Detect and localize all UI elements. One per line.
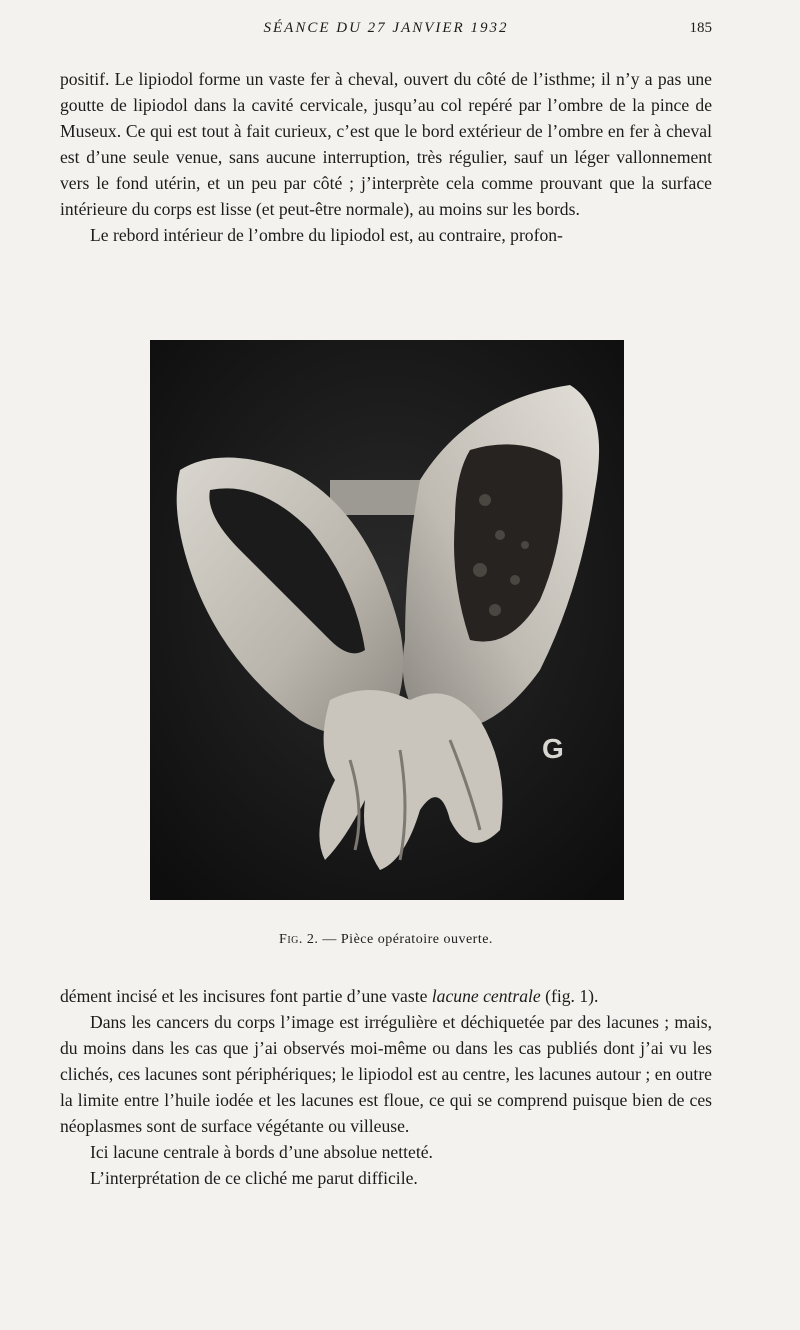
running-head: SÉANCE DU 27 JANVIER 1932 <box>263 20 509 36</box>
figure-caption <box>60 932 712 948</box>
paragraph: L’interprétation de ce cliché me parut difficile. <box>90 1168 418 1188</box>
caption-text: — Pièce opératoire ouverte. <box>322 932 493 947</box>
paragraph: Le rebord intérieur de l’ombre du lipiodol est, au contraire, profon- <box>90 225 563 245</box>
specimen-photo-illustration <box>150 340 624 900</box>
paragraph-continued <box>60 983 712 1009</box>
paragraph: Dans les cancers du corps l’image est irrégulière et déchiquetée par des lacunes ; mais, du moins dans les cas que j’ai observés moi-même ou dans les cas publiés dont j’ai vu les clichés, ces lacunes sont périphériques; le lipiodol est au centre, les lacunes autour ; en outre la limite entre l’huile iodée et les lacunes est floue, ce qui se comprend puisque bien de ces néoplasmes sont de surface végétante ou villeuse. <box>60 1012 712 1136</box>
page-header <box>60 20 712 44</box>
paragraph: Ici lacune centrale à bords d’une absolue netteté. <box>90 1142 433 1162</box>
page-number: 185 <box>689 20 712 36</box>
top-text-block <box>60 66 712 248</box>
paragraph-start: dément incisé et les incisures font partie d’une vaste <box>60 986 432 1006</box>
paragraph-end: (fig. 1). <box>540 986 599 1006</box>
italic-term: lacune centrale <box>431 986 541 1006</box>
bottom-text-block <box>60 983 712 1191</box>
paragraph: positif. Le lipiodol forme un vaste fer à cheval, ouvert du côté de l’isthme; il n’y a pas une goutte de lipiodol dans la cavité cervicale, jusqu’au col repéré par l’ombre de la pince de Museux. Ce qui est tout à fait curieux, c’est que le bord extérieur de l’ombre en fer à cheval est d’une seule venue, sans aucune interruption, très régulier, sauf un léger vallonnement vers le fond utérin, et un peu par côté ; j’interprète cela comme prouvant que la surface intérieure du corps est lisse (et peut-être normale), au moins sur les bords. <box>60 69 712 219</box>
figure-photograph <box>150 340 624 900</box>
figure-marker: G <box>542 733 564 764</box>
caption-label: Fig. 2. <box>279 932 319 947</box>
